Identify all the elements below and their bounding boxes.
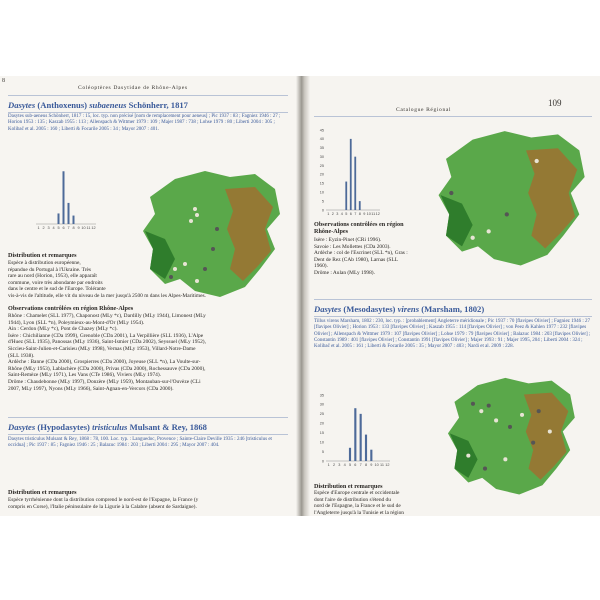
histogram-y-tick: 45 bbox=[319, 128, 324, 133]
histogram-x-tick: 11 bbox=[86, 226, 91, 230]
mountain-relief bbox=[524, 393, 568, 480]
histogram-y-tick: 5 bbox=[321, 449, 324, 454]
histogram-x-tick: 3 bbox=[336, 212, 339, 216]
species2-references: Dasytes tristiculus Mulsant & Rey, 1868 : 78, 100. Loc. typ. : Languedoc, Provence ; Sainte-Claire Deville 1935 : 246 [tristiculus et occidua] ; Pic 1937 : 85 ; Fagniez 1946 : 25 ; Balazuc 1984 : 203 ; Liberti 2004 : 295 ; Mayor 2007 : 404. bbox=[8, 437, 272, 449]
histogram-x-tick: 7 bbox=[354, 212, 357, 216]
mountain-relief bbox=[526, 148, 577, 248]
map-point bbox=[449, 191, 453, 195]
histogram-y-tick: 0 bbox=[321, 208, 324, 213]
histogram-bar bbox=[370, 450, 372, 461]
histogram-x-tick: 9 bbox=[77, 226, 80, 230]
map-point bbox=[548, 430, 552, 434]
map-point bbox=[215, 227, 219, 231]
species3-distribution-text: Espèce d'Europe centrale et occidentale dont l'aire de distribution s'étend du nord de l'Espagne, la France et le sud de l'Angleterre jusqu'à la Tunisie et la région bbox=[314, 490, 404, 516]
header-rule bbox=[8, 95, 288, 96]
histogram-x-tick: 5 bbox=[348, 463, 352, 467]
histogram-y-tick: 15 bbox=[319, 431, 324, 436]
species1-observations-title: Observations contrôlées en région Rhône-Alpes bbox=[8, 305, 134, 312]
histogram-y-tick: 20 bbox=[319, 421, 324, 426]
histogram-x-tick: 9 bbox=[363, 212, 366, 216]
map-point bbox=[505, 212, 509, 216]
section-rule bbox=[314, 299, 592, 300]
histogram-x-tick: 4 bbox=[52, 226, 55, 230]
histogram-x-tick: 8 bbox=[358, 212, 361, 216]
histogram-bar bbox=[63, 171, 65, 224]
map-point bbox=[494, 418, 498, 422]
histogram-x-tick: 4 bbox=[340, 212, 343, 216]
species1-heading: Dasytes (Anthoxenus) subaeneus Schönherr, 1817 bbox=[8, 100, 188, 110]
open-book-spread bbox=[0, 76, 600, 516]
book-gutter bbox=[296, 76, 310, 516]
right-page bbox=[310, 76, 600, 516]
histogram-y-tick: 10 bbox=[319, 190, 324, 195]
histogram-x-tick: 7 bbox=[67, 226, 70, 230]
species1-references: Dasytes sub-aeneus Schönherr, 1817 : 15, loc. typ. non précisé [nom de remplacement pour aeneus] ; Pic 1937 : 83 ; Fagniez 1946 : 27 ; Horion 1953 : 135 ; Kaszab 1955 : 113 ; Allenspach & Wittmer 1979 : 109 ; Majer 1987 : 738 ; Lohse 1979 : 80 ; Liberti 2004 : 305 ; Kolibač et al. 2005 : 160 ; Liberti & Focarile 2005 : 34 ; Mayor 2007 : 401. bbox=[8, 114, 281, 132]
histogram-y-tick: 40 bbox=[319, 137, 324, 142]
species3-references: Tillus virens Marsham, 1802 : 230, loc. typ. : [probablement] Angleterre méridionale ; Pic 1937 : 70 [flavipes Olivier] ; Fagniez 1946 : 27 [flavipes Olivier] ; Horion 1953 : 133 [flavipes Olivier] ; Kaszab 1955 : 114 [flavipes Olivier] ; von Peez & Kahlen 1977 : 232 [flavipes Olivier] ; Allenspach & Wittmer 1979 : 107 [flavipes Olivier] ; Lohse 1979 : 79 [flavipes Olivier] ; Balazuc 1984 : 203 [flavipes Olivier] ; Constantin 1989 : 401 [flavipes Olivier] ; Constantin 1991 [flavipes Olivier] ; Majer 1993 : 91 ; Majer 1995, 204 ; Liberti 2004 : 324 ; Kolibač et al. 2005 : 161 ; Liberti & Focarile 2005 : 35 ; Mayor 2007 : 403 ; Nardi et al. 2009 : 228. bbox=[314, 319, 591, 350]
histogram-x-tick: 12 bbox=[375, 212, 380, 216]
species3-distribution-title: Distribution et remarques bbox=[314, 483, 383, 490]
histogram-x-tick: 7 bbox=[359, 463, 362, 467]
histogram-x-tick: 6 bbox=[349, 212, 352, 216]
histogram-bar bbox=[359, 201, 361, 210]
phenology-histogram-3 bbox=[314, 391, 394, 469]
histogram-x-tick: 11 bbox=[380, 463, 384, 467]
histogram-x-tick: 5 bbox=[345, 212, 348, 216]
map-point bbox=[471, 402, 475, 406]
map-point bbox=[531, 441, 535, 445]
histogram-x-tick: 1 bbox=[327, 463, 330, 467]
species2-distribution-title: Distribution et remarques bbox=[8, 489, 77, 496]
histogram-bar bbox=[360, 414, 362, 461]
left-page bbox=[0, 76, 298, 516]
left-page-number: 8 bbox=[2, 78, 5, 84]
right-page-number: 109 bbox=[548, 98, 562, 108]
histogram-x-tick: 9 bbox=[370, 463, 373, 467]
distribution-map-3 bbox=[430, 376, 590, 501]
map-point bbox=[537, 409, 541, 413]
species2-observations-title-line2: Rhône-Alpes bbox=[314, 228, 349, 235]
histogram-x-tick: 2 bbox=[331, 212, 334, 216]
histogram-x-tick: 8 bbox=[364, 463, 368, 467]
header-rule bbox=[314, 116, 592, 117]
map-point bbox=[535, 159, 539, 163]
left-running-head: Coléoptères Dasytidae de Rhône-Alpes bbox=[78, 85, 188, 91]
species2-distribution-text: Espèce tyrrhénienne dont la distribution comprend le nord-est de l'Espagne, la France (y compris en Corse), l'Italie péninsulaire de la Ligurie à la Calabre (absent de Sardaigne). bbox=[8, 497, 199, 510]
histogram-bar bbox=[354, 157, 356, 210]
map-point bbox=[520, 413, 524, 417]
map-point bbox=[487, 229, 491, 233]
histogram-y-tick: 35 bbox=[319, 393, 324, 398]
histogram-bar bbox=[68, 203, 70, 224]
map-point bbox=[483, 467, 487, 471]
histogram-x-tick: 1 bbox=[37, 226, 40, 230]
species2-heading: Dasytes (Hypodasytes) tristiculus Mulsant & Rey, 1868 bbox=[8, 422, 207, 432]
map-point bbox=[193, 207, 197, 211]
phenology-histogram-1 bbox=[30, 162, 100, 232]
species2-observations-text: Isère : Eyzin-Pinet (CRi 1996). Savoie : Les Mollettes (CDa 2003). Ardèche : col de l'Escrinet (SLL *n), Gras : Dent de Rez (CAb 1980), Larnas (SLL 1960). Drôme : Aulan (MLy 1998). bbox=[314, 237, 408, 276]
species1-observations-text: Rhône : Chamelet (SLL 1977), Chaponost (MLy *c), Dardilly (MLy 1944), Limonest (MLy 1944), Lyon (SLL *n), Poleymieux-au-Mont-d'Or (MLy 1954). Ain : Cerdon (MLy *c), Pont de Chazey (MLy *c). Isère : Chichilianne (CDa 1999), Grenoble (CDa 2001), La Verpillière (SLL 1936), L'Alpe d'Huez (SLL 1935), Panossas (MLy 1936), Saint-Ismier (CDa 2002), Seyssuel (MLy 1952), Siccieu-Saint-Julien-et-Carisieu (MLy 1998), Vernas (MLy 1953), Villard-Notre-Dame (SLL 1938). Ardèche : Banne (CDa 2000), Grospierres (CDa 2000), Joyeuse (SLL *n), La Voulte-sur- Rhône (MLy 1953), Lablachère (CDa 2000), Privas (CDa 2000), Rochessauve (CDa 2000), Saint-Remèze (MLy 1971), Les Vans (CTe 1986), Viviers (MLy 1974). Drôme : Chaudebonne (MLy 1997), Donzère (MLy 1959), Montauban-sur-l'Ouvèze (CLi 2007, MLy 1997), Nyons (MLy 1966), Saint-Agnan-en-Vercors (CDa 2000). bbox=[8, 313, 206, 392]
histogram-x-tick: 12 bbox=[385, 463, 390, 467]
histogram-y-tick: 10 bbox=[319, 440, 324, 445]
map-point bbox=[508, 425, 512, 429]
histogram-x-tick: 10 bbox=[81, 226, 86, 230]
histogram-x-tick: 2 bbox=[332, 463, 336, 467]
map-point bbox=[479, 409, 483, 413]
histogram-bar bbox=[350, 139, 352, 210]
histogram-x-tick: 3 bbox=[338, 463, 341, 467]
histogram-y-tick: 25 bbox=[319, 412, 324, 417]
histogram-y-tick: 30 bbox=[319, 154, 324, 159]
map-point bbox=[487, 404, 491, 408]
map-point bbox=[471, 236, 475, 240]
heading-rule bbox=[314, 316, 592, 317]
histogram-x-tick: 11 bbox=[371, 212, 376, 216]
histogram-bar bbox=[365, 435, 367, 461]
histogram-x-tick: 2 bbox=[42, 226, 45, 230]
map-point bbox=[211, 247, 215, 251]
histogram-x-tick: 12 bbox=[91, 226, 96, 230]
histogram-y-tick: 5 bbox=[321, 199, 324, 204]
histogram-y-tick: 30 bbox=[319, 402, 324, 407]
histogram-x-tick: 10 bbox=[366, 212, 371, 216]
phenology-histogram-2 bbox=[314, 126, 384, 218]
section-rule bbox=[8, 417, 288, 418]
histogram-bar bbox=[349, 448, 351, 461]
histogram-y-tick: 25 bbox=[319, 163, 324, 168]
map-point bbox=[195, 213, 199, 217]
histogram-x-tick: 3 bbox=[47, 226, 50, 230]
species2-observations-title-line1: Observations contrôlées en région bbox=[314, 221, 404, 228]
species1-distribution-text: Espèce à distribution européenne, répandue du Portugal à l'Ukraine. Très rare au nord (Horion, 1953), elle apparaît commune, voire très abondante par endroits dans le centre et le sud de l'Europe. Tolérante vis-à-vis de l'altitude, elle vit du niveau de la mer jusqu'à 2500 m dans les Alpes-Maritimes. bbox=[8, 260, 206, 299]
map-point bbox=[466, 454, 470, 458]
histogram-x-tick: 6 bbox=[62, 226, 65, 230]
map-point bbox=[503, 457, 507, 461]
histogram-x-tick: 10 bbox=[374, 463, 379, 467]
histogram-bar bbox=[354, 408, 356, 461]
histogram-x-tick: 1 bbox=[327, 212, 330, 216]
histogram-y-tick: 35 bbox=[319, 146, 324, 151]
heading-rule bbox=[8, 434, 288, 435]
histogram-bar bbox=[345, 182, 347, 210]
species3-heading: Dasytes (Mesodasytes) virens (Marsham, 1802) bbox=[314, 304, 485, 314]
histogram-x-tick: 6 bbox=[354, 463, 357, 467]
histogram-bar bbox=[73, 216, 75, 224]
histogram-y-tick: 15 bbox=[319, 181, 324, 186]
histogram-x-tick: 5 bbox=[57, 226, 60, 230]
right-running-head: Catalogue Régional bbox=[396, 107, 452, 113]
histogram-x-tick: 8 bbox=[72, 226, 75, 230]
heading-rule bbox=[8, 112, 288, 113]
species1-distribution-title: Distribution et remarques bbox=[8, 252, 77, 259]
map-point bbox=[189, 219, 193, 223]
histogram-y-tick: 0 bbox=[321, 459, 324, 464]
histogram-bar bbox=[58, 213, 60, 224]
histogram-y-tick: 20 bbox=[319, 172, 324, 177]
histogram-x-tick: 4 bbox=[343, 463, 346, 467]
